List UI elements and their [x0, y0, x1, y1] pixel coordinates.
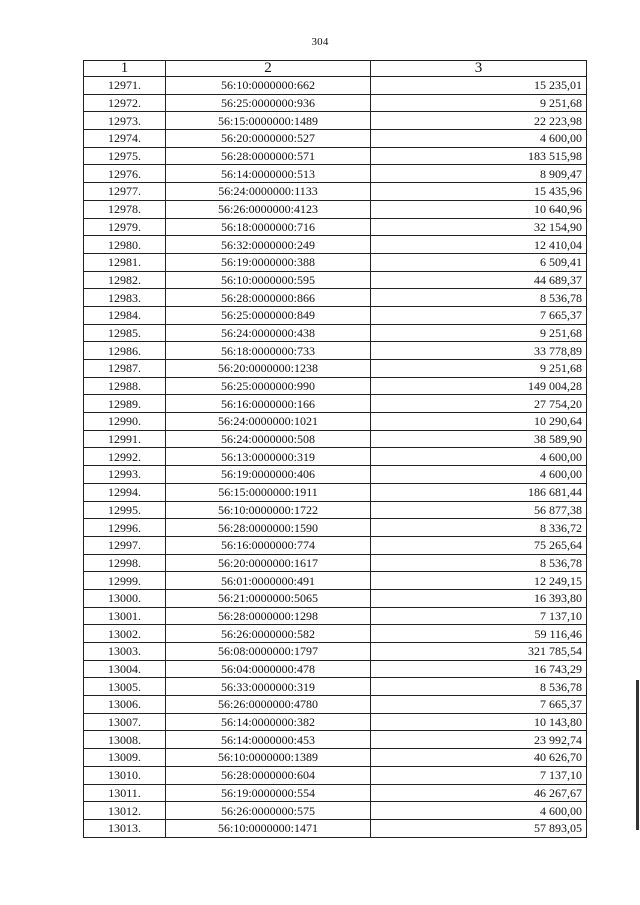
- row-number-cell: 12983.: [84, 289, 166, 307]
- amount-cell: 4 600,00: [371, 130, 587, 148]
- row-number-cell: 13007.: [84, 713, 166, 731]
- table-row: [84, 377, 587, 395]
- row-number-cell: 12979.: [84, 218, 166, 236]
- table-row: [84, 784, 587, 802]
- cadastral-number-cell: 56:28:0000000:604: [166, 766, 371, 784]
- table-row: [84, 147, 587, 165]
- amount-cell: 9 251,68: [371, 94, 587, 112]
- cadastral-number-cell: 56:26:0000000:4123: [166, 200, 371, 218]
- row-number-cell: 12971.: [84, 77, 166, 95]
- table-row: [84, 236, 587, 254]
- table-row: [84, 802, 587, 820]
- table-row: [84, 483, 587, 501]
- table-row: [84, 625, 587, 643]
- row-number-cell: 12990.: [84, 413, 166, 431]
- row-number-cell: 13009.: [84, 749, 166, 767]
- row-number-cell: 12973.: [84, 112, 166, 130]
- row-number-cell: 12994.: [84, 483, 166, 501]
- cadastral-number-cell: 56:04:0000000:478: [166, 660, 371, 678]
- row-number-cell: 12984.: [84, 306, 166, 324]
- table-row: [84, 749, 587, 767]
- table-row: [84, 94, 587, 112]
- table-row: [84, 360, 587, 378]
- cadastral-number-cell: 56:14:0000000:382: [166, 713, 371, 731]
- row-number-cell: 12985.: [84, 324, 166, 342]
- row-number-cell: 12981.: [84, 253, 166, 271]
- amount-cell: 7 665,37: [371, 696, 587, 714]
- cadastral-number-cell: 56:14:0000000:513: [166, 165, 371, 183]
- cadastral-number-cell: 56:24:0000000:1021: [166, 413, 371, 431]
- cadastral-number-cell: 56:20:0000000:1238: [166, 360, 371, 378]
- table-row: [84, 696, 587, 714]
- amount-cell: 38 589,90: [371, 430, 587, 448]
- row-number-cell: 13008.: [84, 731, 166, 749]
- row-number-cell: 13012.: [84, 802, 166, 820]
- row-number-cell: 13006.: [84, 696, 166, 714]
- row-number-cell: 13000.: [84, 589, 166, 607]
- cadastral-number-cell: 56:10:0000000:1722: [166, 501, 371, 519]
- amount-cell: 33 778,89: [371, 342, 587, 360]
- row-number-cell: 12975.: [84, 147, 166, 165]
- column-header-2: 2: [166, 61, 371, 77]
- row-number-cell: 12992.: [84, 448, 166, 466]
- table-row: [84, 289, 587, 307]
- cadastral-number-cell: 56:19:0000000:406: [166, 466, 371, 484]
- table-row: [84, 324, 587, 342]
- cadastral-number-cell: 56:19:0000000:388: [166, 253, 371, 271]
- amount-cell: 32 154,90: [371, 218, 587, 236]
- row-number-cell: 13001.: [84, 607, 166, 625]
- row-number-cell: 12999.: [84, 572, 166, 590]
- column-header-1: 1: [84, 61, 166, 77]
- table-row: [84, 819, 587, 837]
- table-row: [84, 77, 587, 95]
- table-row: [84, 643, 587, 661]
- row-number-cell: 12997.: [84, 536, 166, 554]
- column-header-3: 3: [371, 61, 587, 77]
- cadastral-number-cell: 56:15:0000000:1911: [166, 483, 371, 501]
- cadastral-number-cell: 56:28:0000000:866: [166, 289, 371, 307]
- amount-cell: 12 249,15: [371, 572, 587, 590]
- row-number-cell: 12974.: [84, 130, 166, 148]
- table-row: [84, 466, 587, 484]
- row-number-cell: 12995.: [84, 501, 166, 519]
- amount-cell: 321 785,54: [371, 643, 587, 661]
- amount-cell: 186 681,44: [371, 483, 587, 501]
- row-number-cell: 12982.: [84, 271, 166, 289]
- row-number-cell: 12976.: [84, 165, 166, 183]
- cadastral-number-cell: 56:20:0000000:1617: [166, 554, 371, 572]
- page-number: 304: [311, 36, 329, 48]
- table-header-row: [84, 61, 587, 77]
- row-number-cell: 12986.: [84, 342, 166, 360]
- cadastral-number-cell: 56:18:0000000:716: [166, 218, 371, 236]
- row-number-cell: 12998.: [84, 554, 166, 572]
- cadastral-number-cell: 56:28:0000000:571: [166, 147, 371, 165]
- amount-cell: 27 754,20: [371, 395, 587, 413]
- cadastral-number-cell: 56:13:0000000:319: [166, 448, 371, 466]
- cadastral-number-cell: 56:33:0000000:319: [166, 678, 371, 696]
- amount-cell: 8 536,78: [371, 678, 587, 696]
- table-row: [84, 678, 587, 696]
- amount-cell: 9 251,68: [371, 360, 587, 378]
- cadastral-number-cell: 56:25:0000000:990: [166, 377, 371, 395]
- table-row: [84, 536, 587, 554]
- cadastral-number-cell: 56:01:0000000:491: [166, 572, 371, 590]
- row-number-cell: 13010.: [84, 766, 166, 784]
- row-number-cell: 12991.: [84, 430, 166, 448]
- row-number-cell: 12996.: [84, 519, 166, 537]
- row-number-cell: 12980.: [84, 236, 166, 254]
- table-row: [84, 448, 587, 466]
- cadastral-number-cell: 56:26:0000000:582: [166, 625, 371, 643]
- amount-cell: 22 223,98: [371, 112, 587, 130]
- row-number-cell: 13011.: [84, 784, 166, 802]
- table-row: [84, 554, 587, 572]
- cadastral-number-cell: 56:08:0000000:1797: [166, 643, 371, 661]
- table-row: [84, 112, 587, 130]
- table-row: [84, 589, 587, 607]
- amount-cell: 149 004,28: [371, 377, 587, 395]
- cadastral-number-cell: 56:20:0000000:527: [166, 130, 371, 148]
- amount-cell: 40 626,70: [371, 749, 587, 767]
- cadastral-number-cell: 56:10:0000000:1389: [166, 749, 371, 767]
- table-row: [84, 501, 587, 519]
- table-row: [84, 253, 587, 271]
- cadastral-number-cell: 56:14:0000000:453: [166, 731, 371, 749]
- amount-cell: 7 665,37: [371, 306, 587, 324]
- amount-cell: 75 265,64: [371, 536, 587, 554]
- cadastral-number-cell: 56:24:0000000:508: [166, 430, 371, 448]
- cadastral-number-cell: 56:26:0000000:575: [166, 802, 371, 820]
- amount-cell: 8 909,47: [371, 165, 587, 183]
- amount-cell: 15 235,01: [371, 77, 587, 95]
- amount-cell: 57 893,05: [371, 819, 587, 837]
- table-row: [84, 271, 587, 289]
- amount-cell: 16 743,29: [371, 660, 587, 678]
- cadastral-number-cell: 56:24:0000000:1133: [166, 183, 371, 201]
- data-table: [83, 60, 587, 838]
- cadastral-number-cell: 56:25:0000000:849: [166, 306, 371, 324]
- table-row: [84, 766, 587, 784]
- amount-cell: 4 600,00: [371, 466, 587, 484]
- amount-cell: 7 137,10: [371, 607, 587, 625]
- table-row: [84, 713, 587, 731]
- row-number-cell: 13005.: [84, 678, 166, 696]
- table-row: [84, 183, 587, 201]
- cadastral-number-cell: 56:10:0000000:595: [166, 271, 371, 289]
- cadastral-number-cell: 56:10:0000000:662: [166, 77, 371, 95]
- amount-cell: 15 435,96: [371, 183, 587, 201]
- amount-cell: 8 536,78: [371, 289, 587, 307]
- table-row: [84, 607, 587, 625]
- table-row: [84, 306, 587, 324]
- amount-cell: 9 251,68: [371, 324, 587, 342]
- cadastral-number-cell: 56:28:0000000:1590: [166, 519, 371, 537]
- cadastral-number-cell: 56:16:0000000:774: [166, 536, 371, 554]
- amount-cell: 8 336,72: [371, 519, 587, 537]
- table-row: [84, 660, 587, 678]
- row-number-cell: 12972.: [84, 94, 166, 112]
- amount-cell: 10 640,96: [371, 200, 587, 218]
- amount-cell: 56 877,38: [371, 501, 587, 519]
- table-row: [84, 130, 587, 148]
- table-row: [84, 519, 587, 537]
- cadastral-number-cell: 56:28:0000000:1298: [166, 607, 371, 625]
- row-number-cell: 12989.: [84, 395, 166, 413]
- row-number-cell: 13002.: [84, 625, 166, 643]
- amount-cell: 59 116,46: [371, 625, 587, 643]
- table-row: [84, 395, 587, 413]
- amount-cell: 10 143,80: [371, 713, 587, 731]
- amount-cell: 46 267,67: [371, 784, 587, 802]
- cadastral-number-cell: 56:21:0000000:5065: [166, 589, 371, 607]
- row-number-cell: 12988.: [84, 377, 166, 395]
- row-number-cell: 12993.: [84, 466, 166, 484]
- amount-cell: 7 137,10: [371, 766, 587, 784]
- row-number-cell: 12987.: [84, 360, 166, 378]
- table-row: [84, 200, 587, 218]
- cadastral-number-cell: 56:26:0000000:4780: [166, 696, 371, 714]
- amount-cell: 183 515,98: [371, 147, 587, 165]
- cadastral-number-cell: 56:24:0000000:438: [166, 324, 371, 342]
- amount-cell: 16 393,80: [371, 589, 587, 607]
- table-row: [84, 572, 587, 590]
- cadastral-number-cell: 56:16:0000000:166: [166, 395, 371, 413]
- amount-cell: 44 689,37: [371, 271, 587, 289]
- amount-cell: 4 600,00: [371, 448, 587, 466]
- page-edge-mark: [636, 680, 639, 830]
- amount-cell: 4 600,00: [371, 802, 587, 820]
- table-row: [84, 165, 587, 183]
- table-row: [84, 731, 587, 749]
- cadastral-number-cell: 56:10:0000000:1471: [166, 819, 371, 837]
- row-number-cell: 12977.: [84, 183, 166, 201]
- row-number-cell: 13004.: [84, 660, 166, 678]
- table-body: [84, 77, 587, 838]
- amount-cell: 6 509,41: [371, 253, 587, 271]
- row-number-cell: 12978.: [84, 200, 166, 218]
- cadastral-number-cell: 56:18:0000000:733: [166, 342, 371, 360]
- amount-cell: 23 992,74: [371, 731, 587, 749]
- table-row: [84, 218, 587, 236]
- cadastral-number-cell: 56:19:0000000:554: [166, 784, 371, 802]
- cadastral-number-cell: 56:32:0000000:249: [166, 236, 371, 254]
- table-row: [84, 342, 587, 360]
- row-number-cell: 13013.: [84, 819, 166, 837]
- amount-cell: 12 410,04: [371, 236, 587, 254]
- amount-cell: 10 290,64: [371, 413, 587, 431]
- amount-cell: 8 536,78: [371, 554, 587, 572]
- table-row: [84, 430, 587, 448]
- table-row: [84, 413, 587, 431]
- cadastral-number-cell: 56:15:0000000:1489: [166, 112, 371, 130]
- row-number-cell: 13003.: [84, 643, 166, 661]
- cadastral-number-cell: 56:25:0000000:936: [166, 94, 371, 112]
